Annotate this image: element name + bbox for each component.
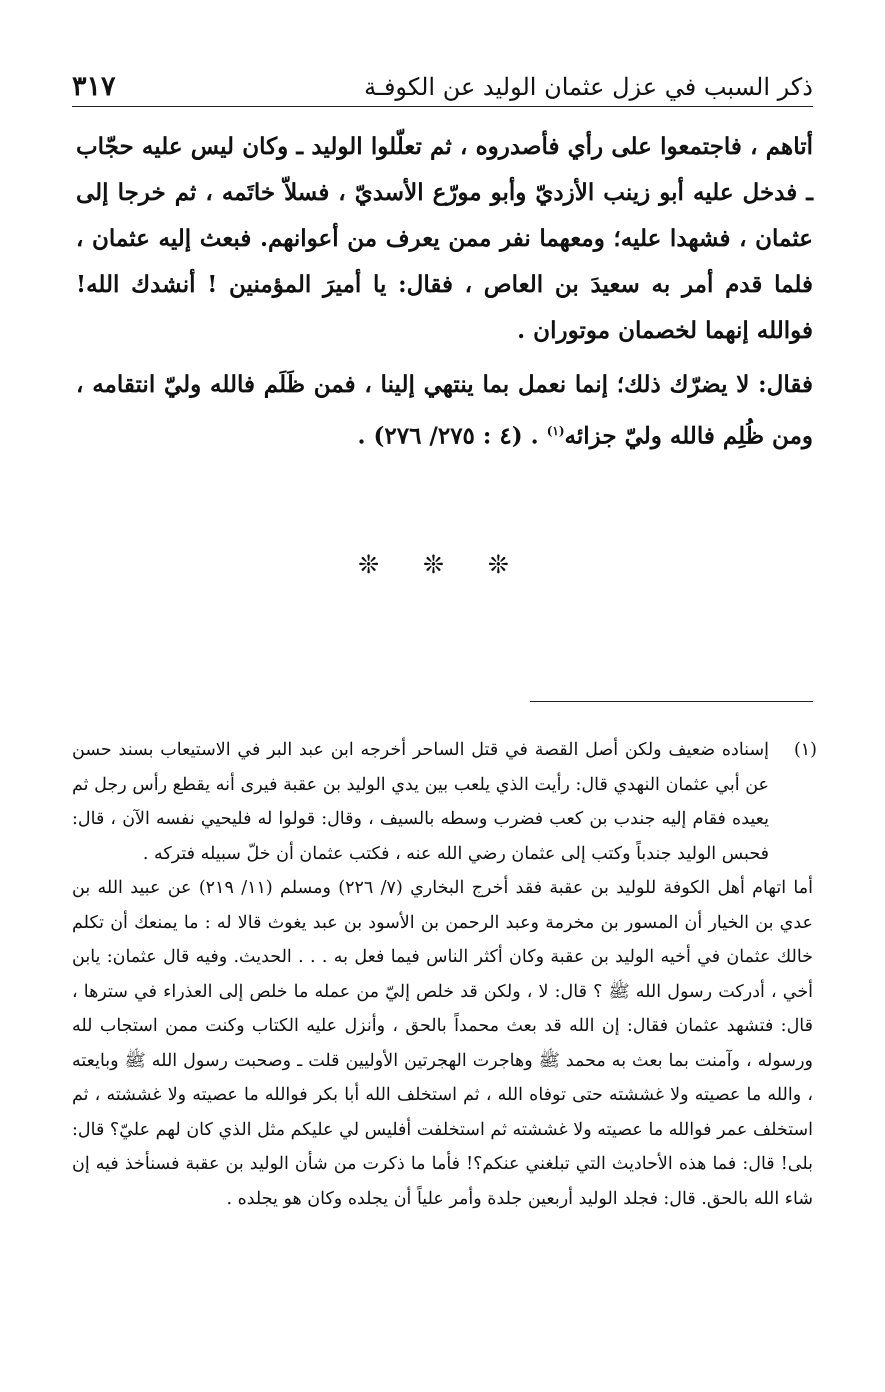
footnote-paragraph-1: إسناده ضعيف ولكن أصل القصة في قتل الساحر أخرجه ابن عبد البر في الاستيعاب بسند حسن عن أبي عثمان النهدي قال: رأيت الذي يلعب بين يدي الوليد بن عقبة فيرى أنه يقطع رأس رجل ثم يعيده فقام إليه جندب بن كعب فضرب وسطه بالسيف ، وقال: قولوا له فليحيي نفسه الآن ، قال: فحبس الوليد جندباً وكتب إلى عثمان رضي الله عنه ، فكتب عثمان أن خلّ سبيله فتركه . xyxy=(72,740,769,864)
header-rule xyxy=(72,106,813,107)
footnote-body xyxy=(72,733,813,871)
footnote-number: (١) xyxy=(793,740,817,760)
paragraph-1: أتاهم ، فاجتمعوا على رأي فأصدروه ، ثم تعلّلوا الوليد ـ وكان ليس عليه حجّاب ـ فدخل عليه أبو زينب الأزديّ وأبو مورّع الأسديّ ، فسلاّ خاتَمه ، ثم خرجا إلى عثمان ، فشهدا عليه؛ ومعهما نفر ممن يعرف من أعوانهم. فبعث إليه عثمان ، فلما قدم أمر به سعيدَ بن العاص ، فقال: يا أميرَ المؤمنين ! أنشدك الله! فوالله إنهما لخصمان موتوران . xyxy=(76,133,813,344)
paragraph-2 xyxy=(76,362,813,460)
footnote-rule xyxy=(530,701,813,702)
running-header xyxy=(72,58,813,104)
paragraph-2-text: فقال: لا يضرّك ذلك؛ إنما نعمل بما ينتهي إلينا ، فمن ظَلَم فالله وليّ انتقامه ، ومن ظُلِم فالله وليّ جزائه xyxy=(76,371,813,450)
paragraph-2-reference: . (٤ : ٢٧٥/ ٢٧٦) . xyxy=(357,422,539,450)
main-text xyxy=(76,124,813,460)
section-separator: ❊ ❊ ❊ xyxy=(358,550,527,579)
footnote-paragraph-2: أما اتهام أهل الكوفة للوليد بن عقبة فقد أخرج البخاري (٧/ ٢٢٦) ومسلم (١١/ ٢١٩) عن عبيد الله بن عدي بن الخيار أن المسور بن مخرمة وعبد الرحمن بن الأسود بن عبد يغوث قالا له : ما يمنعك أن تكلم خالك عثمان في أخيه الوليد بن عقبة وكان أكثر الناس فيما فعل به . . . الحديث. وفيه قال عثمان: يابن أخي ، أدركت رسول الله ﷺ ؟ قال: لا ، ولكن قد خلص إليّ من عمله ما خلص إلى العذراء في سترها ، قال: فتشهد عثمان فقال: إن الله قد بعث محمداً بالحق ، وأنزل عليه الكتاب وكنت ممن استجاب لله ورسوله ، وآمنت بما بعث به محمد ﷺ وهاجرت الهجرتين الأوليين قلت ـ وصحبت رسول الله ﷺ وبايعته ، والله ما عصيته ولا غششته حتى توفاه الله ، ثم استخلف الله أبا بكر فوالله ما عصيته ولا غششته ، ثم استخلف عمر فوالله ما عصيته ولا غششته ثم استخلفت أفليس لي عليكم مثل الذي كان لهم عليّ؟ قال: بلى! قال: فما هذه الأحاديث التي تبلغني عنكم؟! فأما ما ذكرت من شأن الوليد بن عقبة فسنأخذ فيه إن شاء الله بالحق. قال: فجلد الوليد أربعين جلدة وأمر علياً أن يجلده وكان هو يجلده . xyxy=(72,878,813,1209)
footnote-marker: (١) xyxy=(546,424,565,438)
footnotes xyxy=(72,733,817,1216)
running-title: ذكر السبب في عزل عثمان الوليد عن الكوفـة xyxy=(364,73,813,101)
page-number: ٣١٧ xyxy=(72,71,116,102)
